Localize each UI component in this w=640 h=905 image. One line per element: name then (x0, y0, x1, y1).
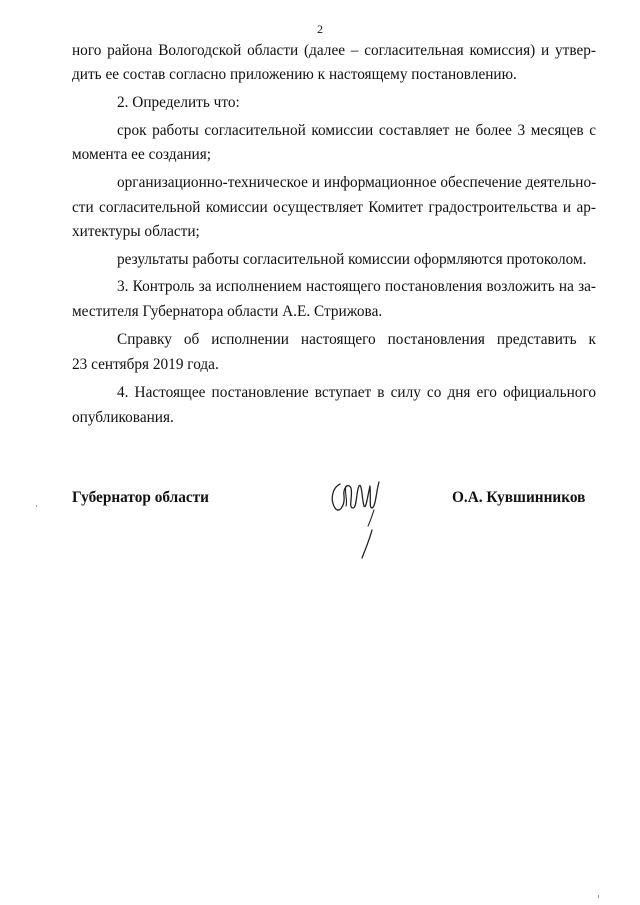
report-line-1: Справку об исполнении настоящего постановления представить к (117, 331, 596, 348)
text-line-6: организационно-техническое и информационное обеспечение деятельно- (117, 174, 597, 191)
item-3-line-2: местителя Губернатора области А.Е. Стрижова. (72, 303, 383, 320)
item-2-heading: 2. Определить что: (117, 94, 240, 111)
scan-speck (36, 505, 37, 507)
item-4-line-2: опубликования. (72, 409, 174, 426)
handwritten-signature (326, 470, 396, 565)
text-line-5: момента ее создания; (72, 146, 212, 163)
signatory-name: О.А. Кувшинников (452, 489, 586, 506)
report-line-2: 23 сентября 2019 года. (72, 356, 219, 373)
text-line-1: ного района Вологодской области (далее – согласительная комиссия) и утвер- (72, 42, 596, 59)
signatory-title: Губернатор области (72, 489, 209, 506)
text-line-9: результаты работы согласительной комиссии оформляются протоколом. (117, 251, 587, 268)
text-line-7: сти согласительной комиссии осуществляет Комитет градостроительства и ар- (72, 199, 596, 216)
text-line-4: срок работы согласительной комиссии составляет не более 3 месяцев с (117, 122, 596, 139)
page-number: 2 (317, 22, 323, 36)
scan-speck (598, 895, 599, 898)
item-4-line-1: 4. Настоящее постановление вступает в силу со дня его официального (117, 384, 596, 401)
item-3-line-1: 3. Контроль за исполнением настоящего постановления возложить на за- (117, 278, 596, 295)
text-line-2: дить ее состав согласно приложению к настоящему постановлению. (72, 66, 517, 83)
text-line-8: хитектуры области; (72, 223, 200, 240)
